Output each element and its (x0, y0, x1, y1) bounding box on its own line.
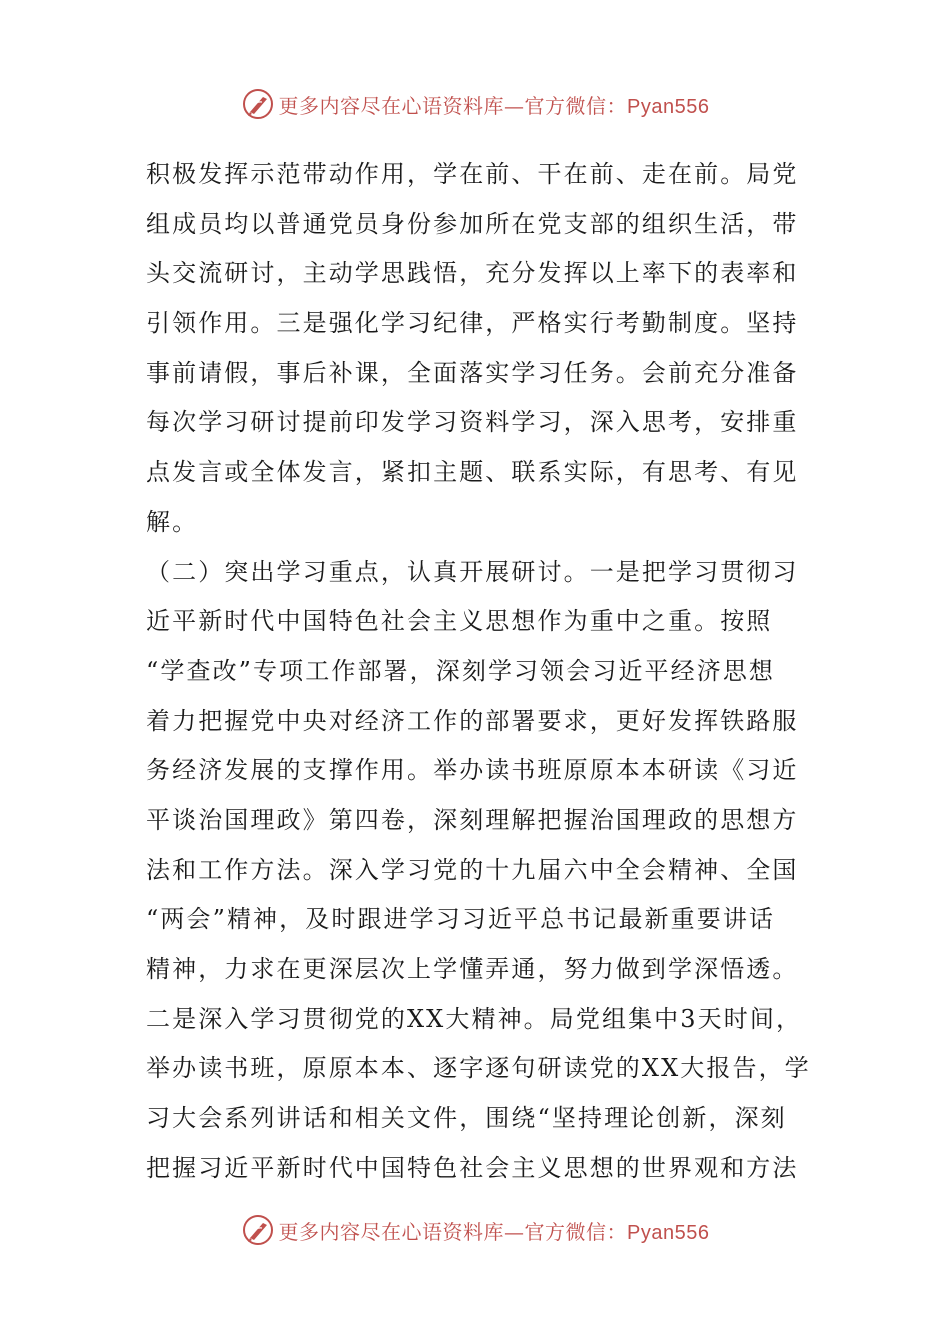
header-banner (0, 84, 950, 124)
document-body (146, 150, 811, 1193)
text-line: 点发言或全体发言，紧扣主题、联系实际，有思考、有见 (146, 458, 799, 487)
footer-handle: Pyan556 (627, 1221, 710, 1244)
text-line: 习大会系列讲话和相关文件，围绕“坚持理论创新，深刻 (146, 1104, 787, 1133)
pen-logo-icon (241, 87, 275, 121)
text-line: 每次学习研讨提前印发学习资料学习，深入思考，安排重 (146, 408, 799, 437)
footer-banner (0, 1210, 950, 1250)
text-line: 法和工作方法。深入学习党的十九届六中全会精神、全国 (146, 855, 799, 884)
header-text (279, 90, 710, 119)
text-line: 务经济发展的支撑作用。举办读书班原原本本研读《习近 (146, 756, 799, 785)
text-line: （二）突出学习重点，认真开展研讨。一是把学习贯彻习 (146, 557, 799, 586)
text-line: 平谈治国理政》第四卷，深刻理解把握治国理政的思想方 (146, 805, 799, 834)
footer-text (279, 1216, 710, 1245)
text-line: 引领作用。三是强化学习纪律，严格实行考勤制度。坚持 (146, 309, 799, 338)
text-line: 解。 (146, 507, 199, 536)
text-line: 把握习近平新时代中国特色社会主义思想的世界观和方法 (146, 1153, 799, 1182)
text-line: 积极发挥示范带动作用，学在前、干在前、走在前。局党 (146, 160, 799, 188)
pen-logo-icon (241, 1213, 275, 1247)
text-line: 着力把握党中央对经济工作的部署要求，更好发挥铁路服 (146, 706, 799, 735)
text-line: 精神，力求在更深层次上学懂弄通，努力做到学深悟透。 (146, 955, 799, 983)
text-line: 近平新时代中国特色社会主义思想作为重中之重。按照 (146, 607, 773, 636)
text-line: 举办读书班，原原本本、逐字逐句研读党的XX大报告，学 (146, 1054, 811, 1083)
text-line: 二是深入学习贯彻党的XX大精神。局党组集中3天时间， (146, 1004, 803, 1033)
text-line: “学查改”专项工作部署，深刻学习领会习近平经济思想 (146, 656, 776, 685)
footer-label: 更多内容尽在心语资料库—官方微信： (278, 1219, 628, 1244)
header-label: 更多内容尽在心语资料库—官方微信： (278, 93, 628, 118)
text-line: “两会”精神，及时跟进学习习近平总书记最新重要讲话 (146, 905, 776, 934)
text-line: 头交流研讨，主动学思践悟，充分发挥以上率下的表率和 (146, 259, 799, 288)
text-line: 组成员均以普通党员身份参加所在党支部的组织生活，带 (146, 209, 799, 238)
header-handle: Pyan556 (627, 95, 710, 118)
text-line: 事前请假，事后补课，全面落实学习任务。会前充分准备 (146, 358, 799, 387)
